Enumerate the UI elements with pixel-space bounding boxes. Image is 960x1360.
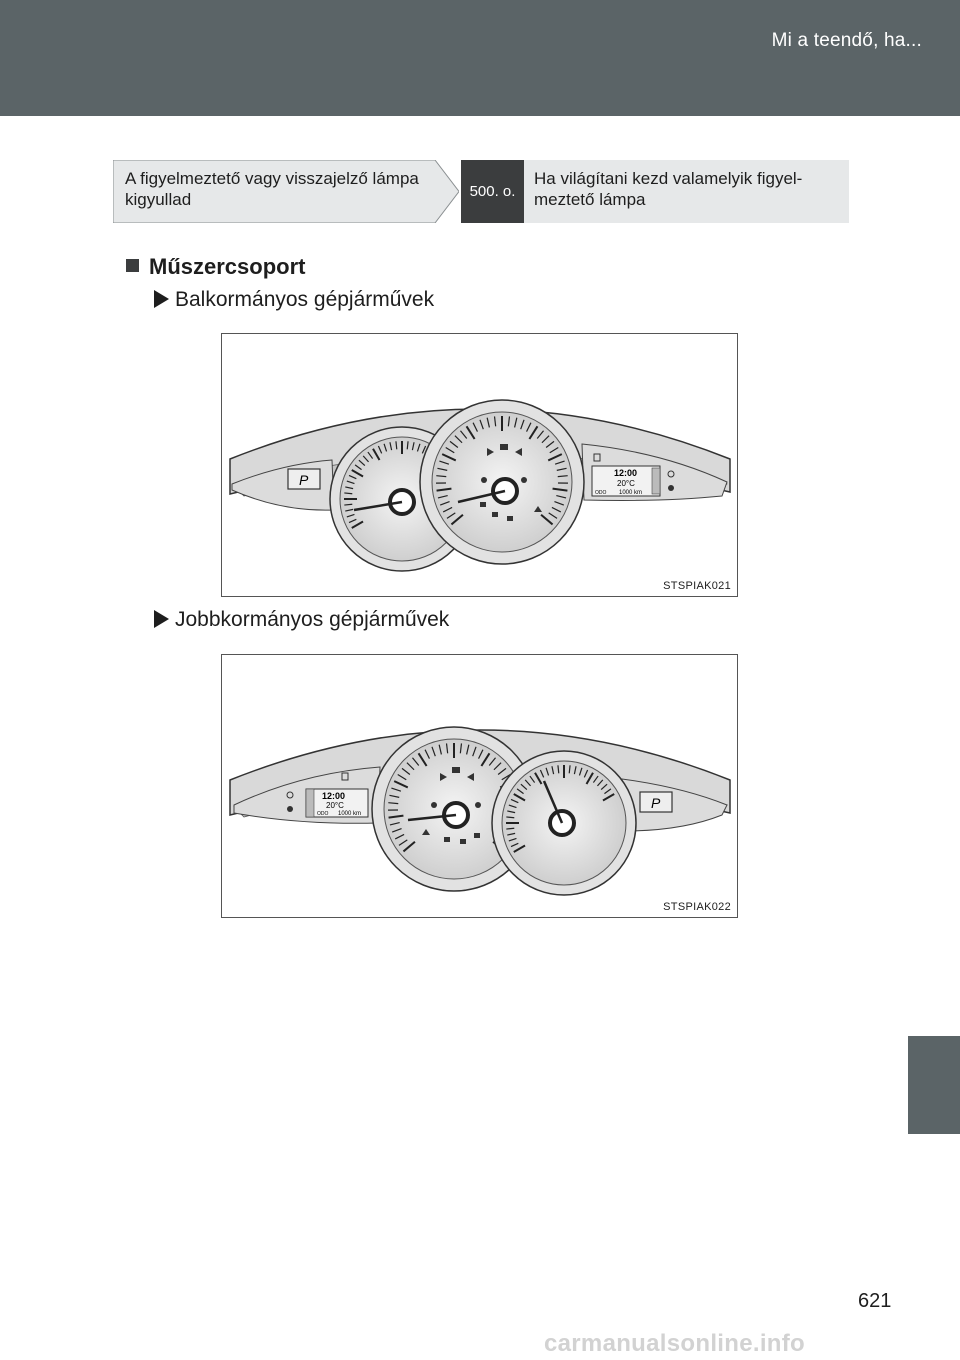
instrument-cluster-illustration (222, 334, 739, 598)
gauge-tick (558, 765, 559, 773)
gauge-tick (396, 441, 397, 449)
warning-dot-icon (668, 485, 674, 491)
gauge-tick (506, 817, 514, 818)
section-heading-text: Műszercsoport (149, 254, 306, 279)
clock-display: 12:00 (614, 468, 638, 478)
figure-code: STSPIAK021 (663, 580, 731, 592)
odometer-label: ODO (317, 811, 329, 817)
temperature-display: 20°C (326, 801, 344, 810)
parking-indicator-letter: P (299, 472, 309, 488)
cross-reference-topic (113, 160, 459, 223)
figure-code: STSPIAK022 (663, 901, 731, 913)
cross-reference-topic-text: A figyelmeztető vagy visszajelző lámpa kigyullad (125, 169, 419, 209)
parking-indicator-letter: P (651, 795, 661, 811)
odometer-display: 1000 km (619, 490, 643, 496)
subheading-rhd (154, 608, 449, 632)
gauge-tick (407, 441, 408, 449)
subheading-lhd (154, 288, 434, 312)
cross-reference-description-text: Ha világítani kezd valamelyik figyel-meztető lámpa (534, 169, 803, 209)
gauge-tick (569, 765, 570, 773)
figure-lhd-cluster (221, 333, 738, 597)
section-heading (126, 254, 305, 280)
cross-reference-box (113, 160, 849, 223)
figure-rhd-cluster (221, 654, 738, 918)
clock-display: 12:00 (322, 791, 346, 801)
instrument-cluster-illustration (222, 655, 739, 919)
watermark: carmanualsonline.info (544, 1330, 806, 1357)
odometer-label: ODO (595, 490, 607, 496)
chapter-title: Mi a teendő, ha... (771, 30, 922, 51)
gauge-tick (344, 504, 352, 505)
chapter-side-tab (908, 1036, 960, 1134)
odometer-display: 1000 km (338, 811, 362, 817)
subheading-rhd-text: Jobbkormányos gépjárművek (175, 608, 450, 631)
warning-dot-icon (287, 806, 293, 812)
cross-reference-description (524, 160, 849, 223)
page-number: 621 (858, 1290, 892, 1312)
page-reference-link[interactable]: 500. o. (461, 160, 524, 223)
page-header (0, 0, 960, 116)
triangle-bullet-icon (154, 610, 169, 628)
subheading-lhd-text: Balkormányos gépjárművek (175, 288, 435, 311)
square-bullet-icon (126, 259, 139, 272)
triangle-bullet-icon (154, 290, 169, 308)
temperature-display: 20°C (617, 479, 635, 488)
gauge-tick (506, 828, 514, 829)
gauge-tick (344, 493, 352, 494)
